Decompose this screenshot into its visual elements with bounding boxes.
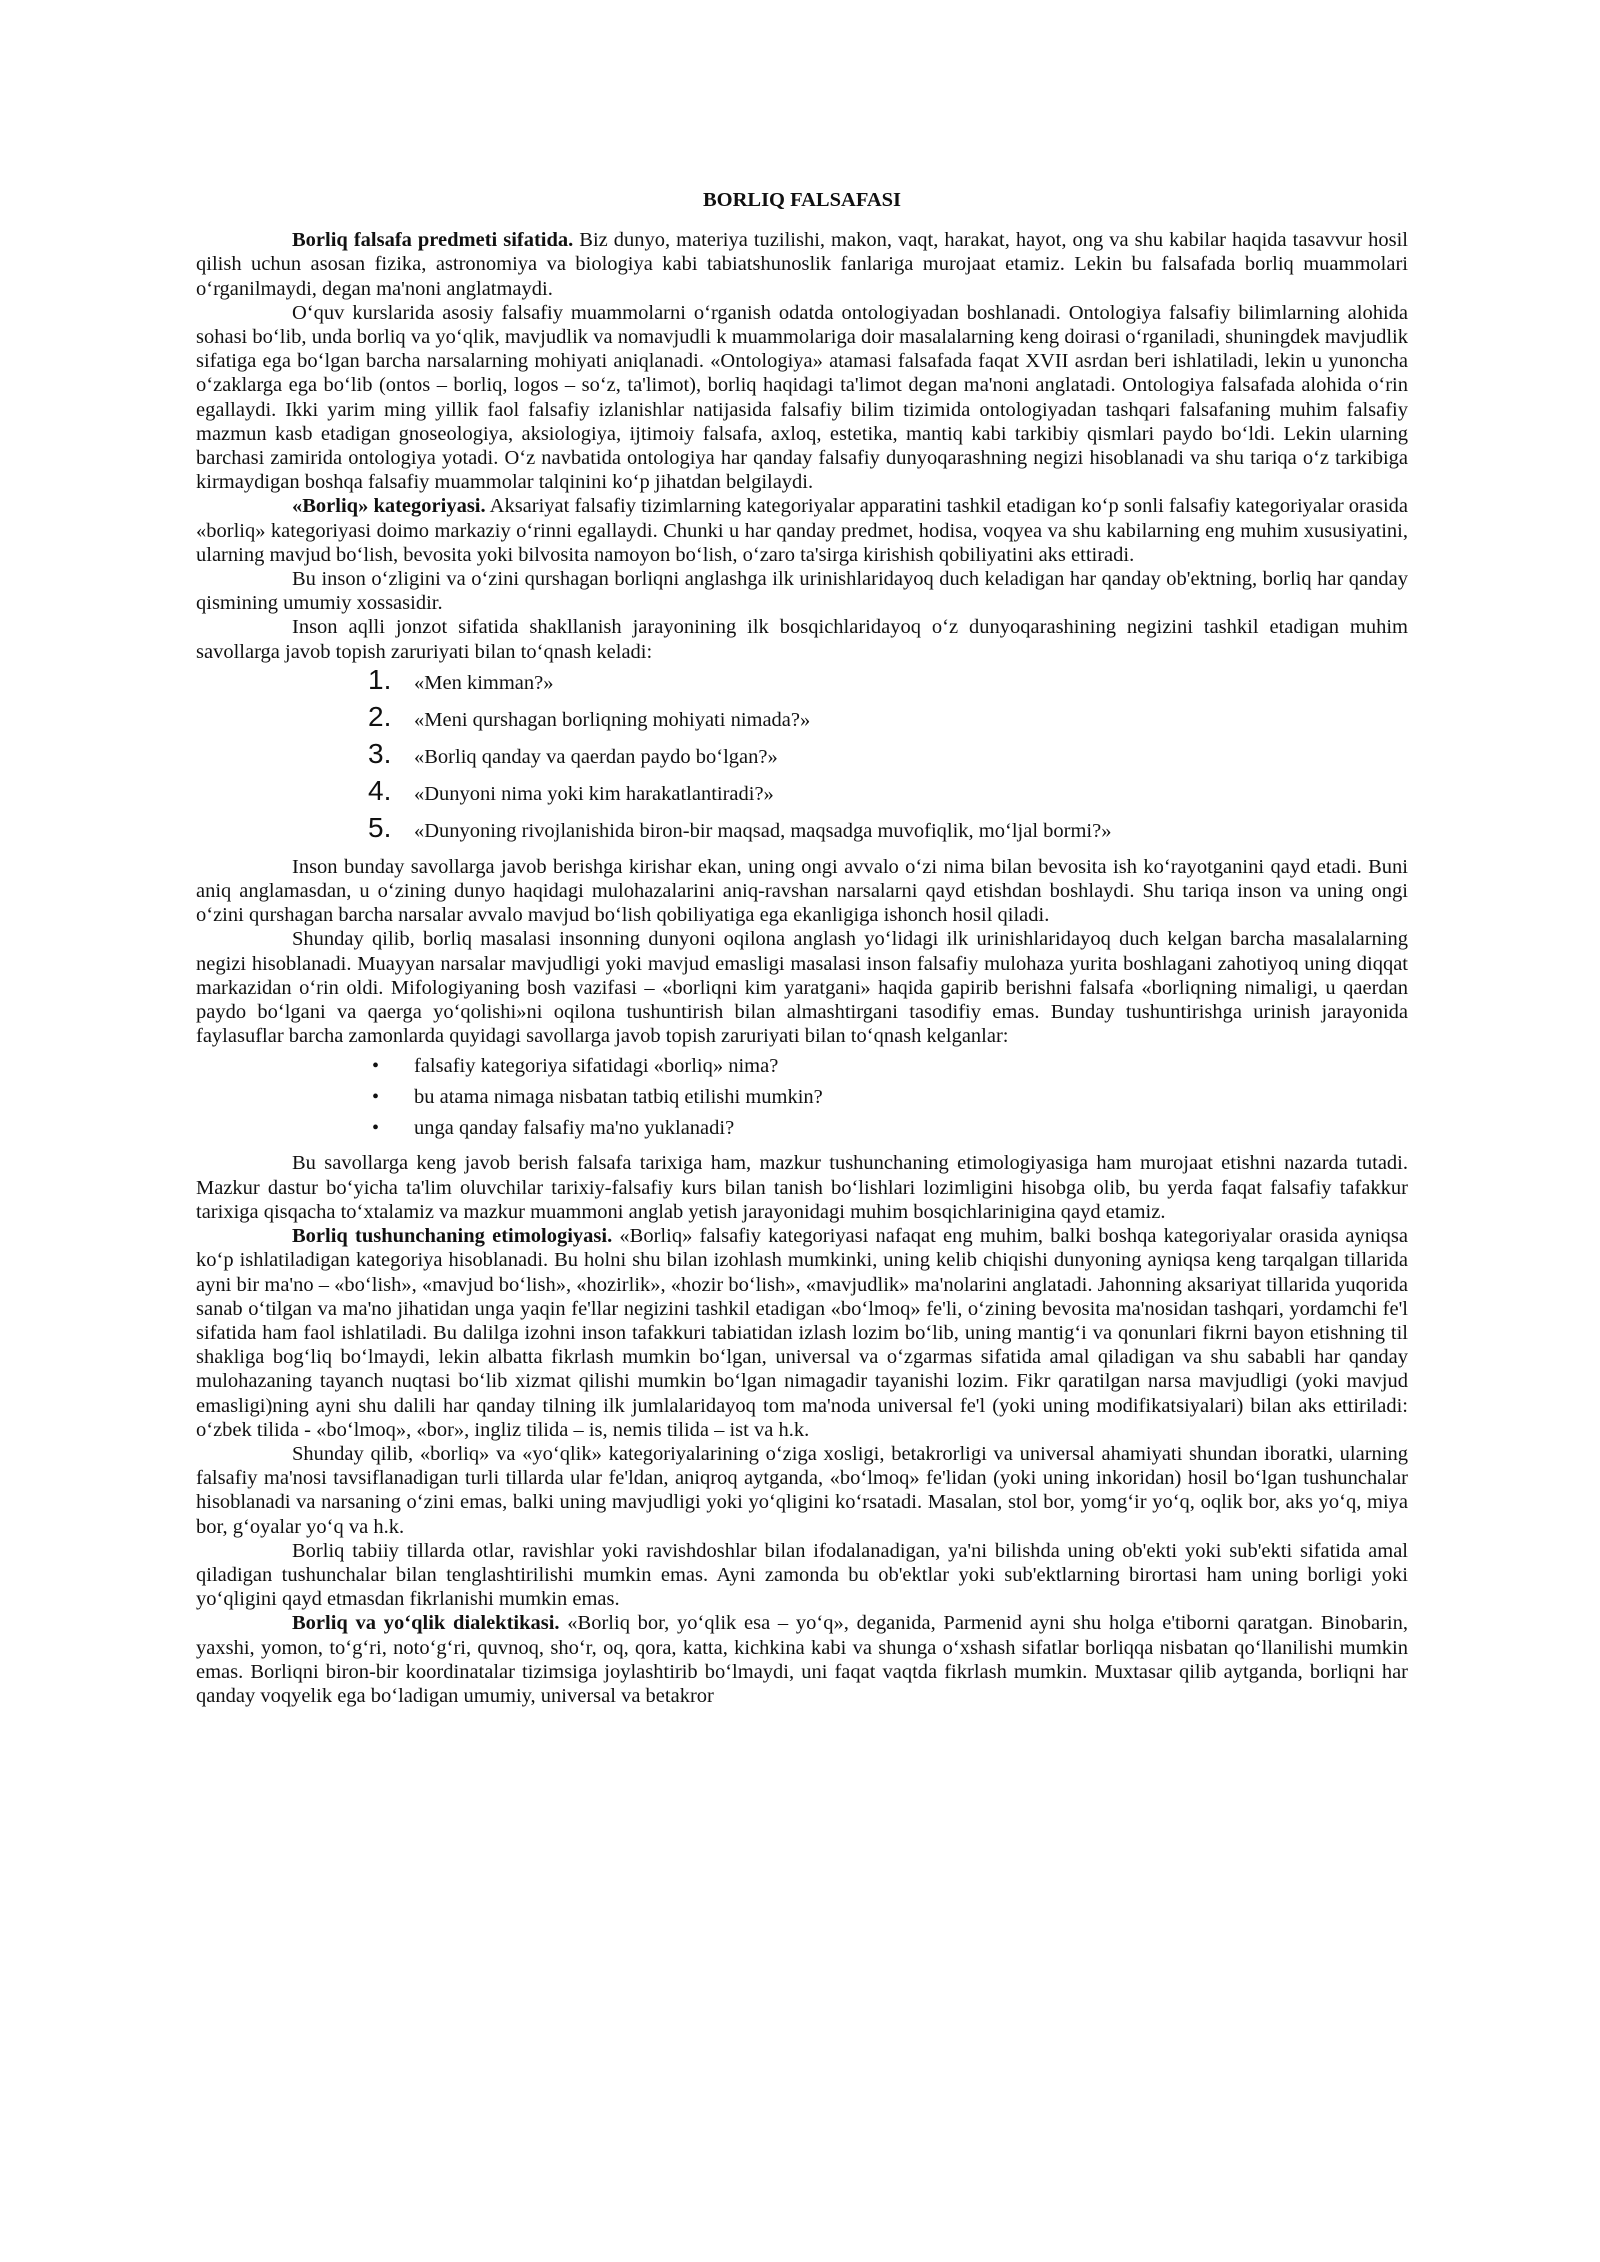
section-heading: Borliq tushunchaning etimologiyasi. — [292, 1225, 613, 1248]
list-item-text: falsafiy kategoriya sifatidagi «borliq» nima? — [414, 1055, 779, 1078]
paragraph-category — [196, 494, 1408, 567]
list-item — [368, 811, 1408, 853]
paragraph-text: «Borliq» falsafiy kategoriyasi nafaqat eng muhim, balki boshqa kategoriyalar orasida ayniqsa ko‘p ishlatiladigan kategoriya hisoblanadi. Bu holni shu bilan izohlash mumkinki, uning kelib chiqishi dunyoning ayniqsa keng tarqalgan tillarida ayni bir ma'no – «bo‘lish», «mavjud bo‘lish», «hozirlik», «hozir bo‘lish», «mavjudlik» ma'nolarini anglatadi. Jahonning aksariyat tillarida yuqorida sanab o‘tilgan va ma'no jihatidan unga yaqin fe'llar negizini tashkil etadigan «bo‘lmoq» fe'li, o‘zining bevosita ma'nosidan tashqari, yordamchi fe'l sifatida ham faol ishlatiladi. Bu dalilga izohni inson tafakkuri tabiatidan izlash lozim bo‘lib, uning mantig‘i va qonunlari fikrni bayon etishning til shakliga bog‘liq bo‘lmaydi, lekin albatta fikrlash mumkin bo‘lgan, universal va o‘zgarmas sifatida amal qiladigan va shu sababli har qanday mulohazaning tayanch nuqtasi bo‘lib xizmat qilishi mumkin bo‘lgan nimagadir tayanishi lozim. Fikr qaratilgan narsa mavjudligi (yoki mavjud emasligi)ning ayni shu dalili har qanday tilning ilk jumlalaridayoq tom ma'noda universal fe'l (yoki uning modifikatsiyalari) bilan aks ettiriladi: o‘zbek tilida - «bo‘lmoq», «bor», ingliz tilida – is, nemis tilida – ist va h.k. — [196, 1225, 1408, 1441]
list-number: 4. — [368, 774, 392, 806]
list-item — [368, 663, 1408, 705]
paragraph-text: Biz dunyo, materiya tuzilishi, makon, vaqt, harakat, hayot, ong va shu kabilar haqida tasavvur hosil qilish uchun asosan fizika, astronomiya va biologiya kabi tabiatshunoslik fanlariga murojaat etamiz. Lekin bu falsafada borliq muammolari o‘rganilmaydi, degan ma'noni anglatmaydi. — [196, 229, 1408, 300]
paragraph-text: Aksariyat falsafiy tizimlarning kategoriyalar apparatini tashkil etadigan ko‘p sonli falsafiy kategoriyalar orasida «borliq» kategoriyasi doimo markaziy o‘rinni egallaydi. Chunki u har qanday predmet, hodisa, voqyea va shu kabilarning eng muhim xususiyatini, ularning mavjud bo‘lish, bevosita yoki bilvosita namoyon bo‘lish, o‘zaro ta'sirga kirishish qobiliyatini aks ettiradi. — [196, 495, 1408, 566]
paragraph-dialectics — [196, 1611, 1408, 1708]
list-item — [368, 774, 1408, 816]
paragraph-property: Bu inson o‘zligini va o‘zini qurshagan borliqni anglashga ilk urinishlaridayoq duch keladigan har qanday ob'ektning, borliq har qanday qismining umumiy xossasidir. — [196, 568, 1408, 615]
list-item-text: «Meni qurshagan borliqning mohiyati nimada?» — [414, 708, 811, 731]
bullet-list — [196, 1054, 1408, 1147]
questions-list — [196, 663, 1408, 853]
paragraph-ontology: O‘quv kurslarida asosiy falsafiy muammolarni o‘rganish odatda ontologiyadan boshlanadi. Ontologiya falsafiy bilimlarning alohida sohasi bo‘lib, unda borliq va yo‘qlik, mavjudlik va nomavjudli k muammolariga doir masalalarning keng doirasi o‘rganiladi, shuningdek mavjudlik sifatiga ega bo‘lgan barcha narsalarning mohiyati aniqlanadi. «Ontologiya» atamasi falsafada faqat XVII asrdan beri ishlatiladi, lekin u yunoncha o‘zaklarga ega bo‘lib (ontos – borliq, logos – so‘z, ta'limot), borliq haqidagi ta'limot degan ma'noni anglatadi. Ontologiya falsafada alohida o‘rin egallaydi. Ikki yarim ming yillik faol falsafiy izlanishlar natijasida falsafiy bilim tizimida ontologiyadan tashqari falsafaning muhim falsafiy mazmun kasb etadigan gnoseologiya, aksiologiya, ijtimoiy falsafa, axloq, estetika, mantiq kabi tarkibiy qismlari paydo bo‘ldi. Lekin ularning barchasi zamirida ontologiya yotadi. O‘z navbatida ontologiya har qanday falsafiy dunyoqarashning negizi hisoblanadi va shu tariqa o‘z tarkibiga kirmaydigan boshqa falsafiy muammolar talqinini ko‘p jihatdan belgilaydi. — [196, 301, 1408, 494]
list-number: 1. — [368, 663, 392, 695]
paragraph-history: Bu savollarga keng javob berish falsafa tarixiga ham, mazkur tushunchaning etimologiyasiga ham murojaat etishni nazarda tutadi. Mazkur dastur bo‘yicha ta'lim oluvchilar tarixiy-falsafiy kurs bilan tanish bo‘lishlari lozimligini hisobga olib, bu yerda faqat falsafiy tafakkur tarixiga qisqacha to‘xtalamiz va mazkur muammoni anglab yetish jarayonidagi muhim bosqichlarinigina qayd etamiz. — [196, 1152, 1408, 1223]
bullet-icon: • — [372, 1086, 380, 1109]
list-number: 3. — [368, 737, 392, 769]
paragraph-natural-languages: Borliq tabiiy tillarda otlar, ravishlar yoki ravishdoshlar bilan ifodalanadigan, ya'ni bilishda uning ob'ekti yoki sub'ekti sifatida amal qiladigan tushunchalar bilan tenglashtirilishi mumkin emas. Ayni zamonda bu ob'ektlar yoki sub'ektlarning birortasi ham uning borligi yoki yo‘qligini qayd etmasdan fikrlanishi mumkin emas. — [196, 1539, 1408, 1611]
list-number: 2. — [368, 700, 392, 732]
bullet-icon: • — [372, 1117, 380, 1140]
list-item — [368, 1116, 1408, 1147]
list-number: 5. — [368, 811, 392, 843]
section-heading: Borliq va yo‘qlik dialektikasi. — [292, 1612, 560, 1635]
paragraph-philosophers: Shunday qilib, borliq masalasi insonning dunyoni oqilona anglash yo‘lidagi ilk urinishlaridayoq duch kelgan barcha masalalarning negizi hisoblanadi. Muayyan narsalar mavjudligi yoki mavjud emasligi masalasi inson falsafiy mulohaza yurita boshlagani zahotiyoq uning diqqat markazidan o‘rin oldi. Mifologiyaning bosh vazifasi – «borliqni kim yaratgani» haqida gapirib berishni falsafa «borliqning nimaligi, u qaerdan paydo bo‘lgani va qaerga yo‘qolishi»ni oqilona tushuntirish bilan almashtirgani tasodifiy emas. Bunday tushuntirishga urinish jarayonida faylasuflar barcha zamonlarda quyidagi savollarga javob topish zaruriyati bilan to‘qnash kelganlar: — [196, 928, 1408, 1048]
paragraph-subject — [196, 228, 1408, 301]
list-item — [368, 700, 1408, 742]
paragraph-text: «Borliq bor, yo‘qlik esa – yo‘q», deganida, Parmenid ayni shu holga e'tiborni qaratgan. Binobarin, yaxshi, yomon, to‘g‘ri, noto‘g‘ri, quvnoq, sho‘r, oq, qora, katta, kichkina kabi va shunga o‘xshash sifatlar borliqqa nisbatan qo‘llanilishi mumkin emas. Borliqni biron-bir koordinatalar tizimsiga joylashtirib bo‘lmaydi, uni faqat vaqtda fikrlash mumkin. Muxtasar qilib aytganda, borliqni har qanday voqyelik ega bo‘ladigan umumiy, universal va betakror — [196, 1612, 1408, 1707]
paragraph-categories-uniqueness: Shunday qilib, «borliq» va «yo‘qlik» kategoriyalarining o‘ziga xosligi, betakrorligi va universal ahamiyati shundan iboratki, ularning falsafiy ma'nosi tavsiflanadigan turli tillarda ular fe'ldan, aniqroq aytganda, «bo‘lmoq» fe'lidan (yoki uning inkoridan) hosil bo‘lgan tushunchalar hisoblanadi va narsaning o‘zini emas, balki uning mavjudligi yoki yo‘qligini ko‘rsatadi. Masalan, stol bor, yomg‘ir yo‘q, oqlik bor, aks yo‘q, miya bor, g‘oyalar yo‘q va h.k. — [196, 1442, 1408, 1538]
list-item-text: bu atama nimaga nisbatan tatbiq etilishi mumkin? — [414, 1086, 823, 1109]
list-item — [368, 1054, 1408, 1085]
list-item-text: unga qanday falsafiy ma'no yuklanadi? — [414, 1117, 735, 1140]
paragraph-etymology — [196, 1224, 1408, 1442]
list-item-text: «Men kimman?» — [414, 671, 554, 694]
section-heading: Borliq falsafa predmeti sifatida. — [292, 229, 574, 252]
paragraph-questions-intro: Inson aqlli jonzot sifatida shakllanish jarayonining ilk bosqichlaridayoq o‘z dunyoqarashining negizini tashkil etadigan muhim savollarga javob topish zaruriyati bilan to‘qnash keladi: — [196, 616, 1408, 663]
list-item — [368, 1085, 1408, 1116]
document-page — [196, 188, 1408, 1708]
list-item-text: «Borliq qanday va qaerdan paydo bo‘lgan?» — [414, 745, 778, 768]
bullet-icon: • — [372, 1055, 380, 1078]
paragraph-consciousness: Inson bunday savollarga javob berishga kirishar ekan, uning ongi avvalo o‘zi nima bilan bevosita ish ko‘rayotganini qayd etadi. Buni aniq anglamasdan, u o‘zining dunyo haqidagi mulohazalarini aniq-ravshan narsalarni qayd etishdan boshlaydi. Shu tariqa inson va uning ongi o‘zini qurshagan barcha narsalar avvalo mavjud bo‘lish qobiliyatiga ega ekanligiga ishonch hosil qiladi. — [196, 855, 1408, 927]
page-title: BORLIQ FALSAFASI — [702, 189, 901, 211]
section-heading: «Borliq» kategoriyasi. — [292, 495, 486, 518]
list-item-text: «Dunyoni nima yoki kim harakatlantiradi?» — [414, 782, 774, 805]
list-item-text: «Dunyoning rivojlanishida biron-bir maqsad, maqsadga muvofiqlik, mo‘ljal bormi?» — [414, 819, 1112, 842]
list-item — [368, 737, 1408, 779]
